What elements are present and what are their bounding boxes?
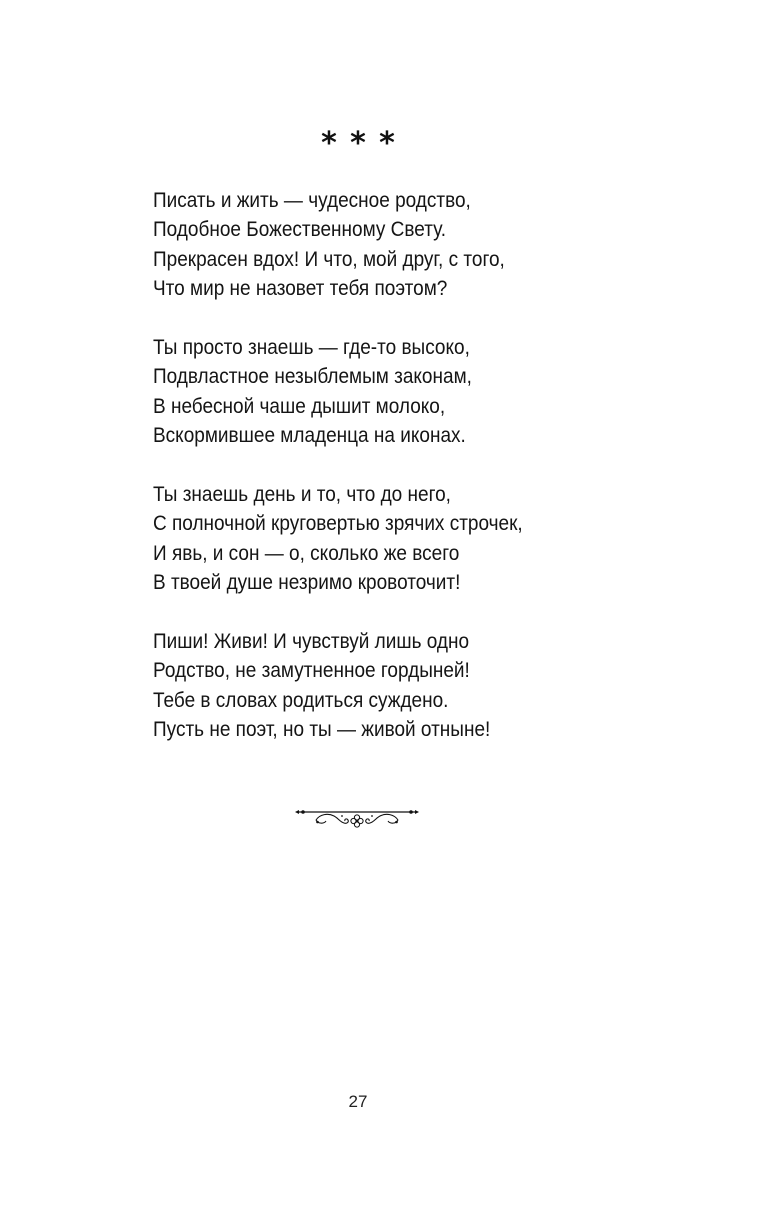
- poem-line: Пусть не поэт, но ты — живой отныне!: [153, 718, 491, 742]
- poem-line: Подобное Божественному Свету.: [153, 218, 447, 242]
- poem-line: Вскормившее младенца на иконах.: [153, 424, 466, 448]
- stanza-3: [153, 480, 623, 598]
- poem: [153, 186, 623, 774]
- poem-line: Родство, не замутненное гордыней!: [153, 659, 470, 683]
- section-asterisks: [0, 126, 716, 162]
- poem-line: Писать и жить — чудесное родство,: [153, 189, 471, 212]
- poem-line: В небесной чаше дышит молоко,: [153, 394, 446, 418]
- poem-line: Ты просто знаешь — где-то высоко,: [153, 335, 470, 359]
- poem-line: В твоей душе незримо кровоточит!: [153, 571, 461, 595]
- poem-line: С полночной круговертью зрячих строчек,: [153, 512, 523, 536]
- decorative-divider-icon: [294, 802, 420, 832]
- stanza-1: [153, 186, 623, 304]
- poem-line: Пиши! Живи! И чувствуй лишь одно: [153, 629, 470, 653]
- asterisk-icon: *: [321, 126, 337, 161]
- poem-line: Прекрасен вдох! И что, мой друг, с того,: [153, 247, 505, 271]
- stanza-2: [153, 333, 623, 451]
- asterisk-icon: *: [379, 126, 395, 161]
- poem-line: Что мир не назовет тебя поэтом?: [153, 277, 448, 301]
- poem-line: Тебе в словах родиться суждено.: [153, 688, 449, 712]
- stanza-4: [153, 627, 623, 745]
- poem-line: Подвластное незыблемым законам,: [153, 365, 472, 389]
- poem-line: Ты знаешь день и то, что до него,: [153, 482, 451, 506]
- asterisk-icon: *: [350, 126, 366, 161]
- page-number: 27: [348, 1092, 368, 1111]
- poem-line: И явь, и сон — о, сколько же всего: [153, 541, 460, 565]
